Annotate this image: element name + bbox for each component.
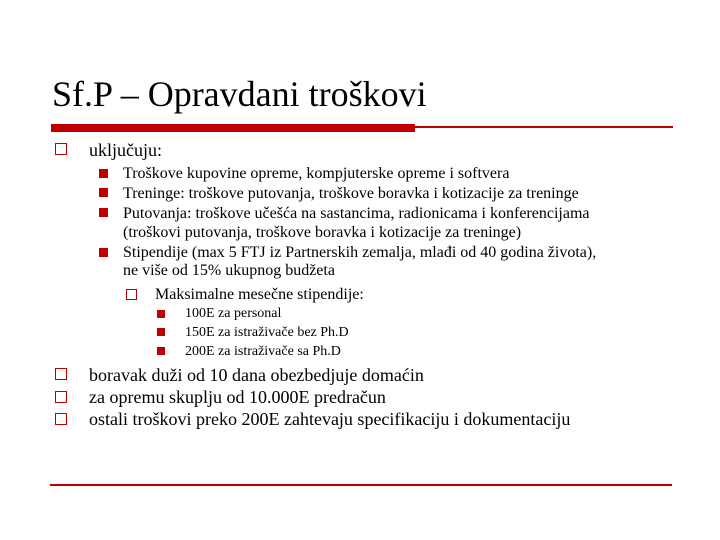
hollow-square-bullet-icon: [55, 391, 67, 403]
filled-square-bullet-icon: [99, 248, 108, 257]
bullet-text-maksimalne: Maksimalne mesečne stipendije:: [155, 286, 364, 303]
title-underline-thin: [415, 126, 673, 128]
filled-square-bullet-icon: [157, 310, 165, 318]
bullet-text-treninge: Treninge: troškove putovanja, troškove boravka i kotizacije za treninge: [123, 185, 579, 202]
filled-square-bullet-icon: [99, 188, 108, 197]
title-underline-thick: [51, 124, 415, 132]
hollow-square-bullet-icon: [126, 289, 137, 300]
hollow-square-bullet-icon: [55, 143, 67, 155]
bullet-text-200e: 200E za istraživače sa Ph.D: [185, 344, 341, 359]
bullet-text-putovanja-line2: (troškovi putovanja, troškove boravka i kotizacije za treninge): [123, 224, 522, 241]
bullet-text-stipendije-line1: Stipendije (max 5 FTJ iz Partnerskih zemalja, mlađi od 40 godina života),: [123, 244, 597, 261]
hollow-square-bullet-icon: [55, 413, 67, 425]
bullet-text-putovanja-line1: Putovanja: troškove učešća na sastancima, radionicama i konferencijama: [123, 205, 590, 222]
bullet-text-boravak: boravak duži od 10 dana obezbedjuje domaćin: [89, 365, 424, 385]
bullet-text-ostali: ostali troškovi preko 200E zahtevaju specifikaciju i dokumentaciju: [89, 409, 571, 429]
bullet-text-100e: 100E za personal: [185, 306, 282, 321]
bullet-text-stipendije-line2: ne više od 15% ukupnog budžeta: [123, 262, 335, 279]
filled-square-bullet-icon: [157, 328, 165, 336]
filled-square-bullet-icon: [99, 169, 108, 178]
bullet-text-ukljucuju: uključuju:: [89, 140, 162, 160]
bullet-text-150e: 150E za istraživače bez Ph.D: [185, 325, 349, 340]
bullet-text-oprema: Troškove kupovine opreme, kompjuterske opreme i softvera: [123, 165, 510, 182]
slide-title: Sf.P – Opravdani troškovi: [52, 74, 427, 114]
hollow-square-bullet-icon: [55, 368, 67, 380]
filled-square-bullet-icon: [157, 347, 165, 355]
filled-square-bullet-icon: [99, 208, 108, 217]
bullet-text-oprema-predracun: za opremu skuplju od 10.000E predračun: [89, 387, 386, 407]
footer-rule: [50, 484, 672, 486]
